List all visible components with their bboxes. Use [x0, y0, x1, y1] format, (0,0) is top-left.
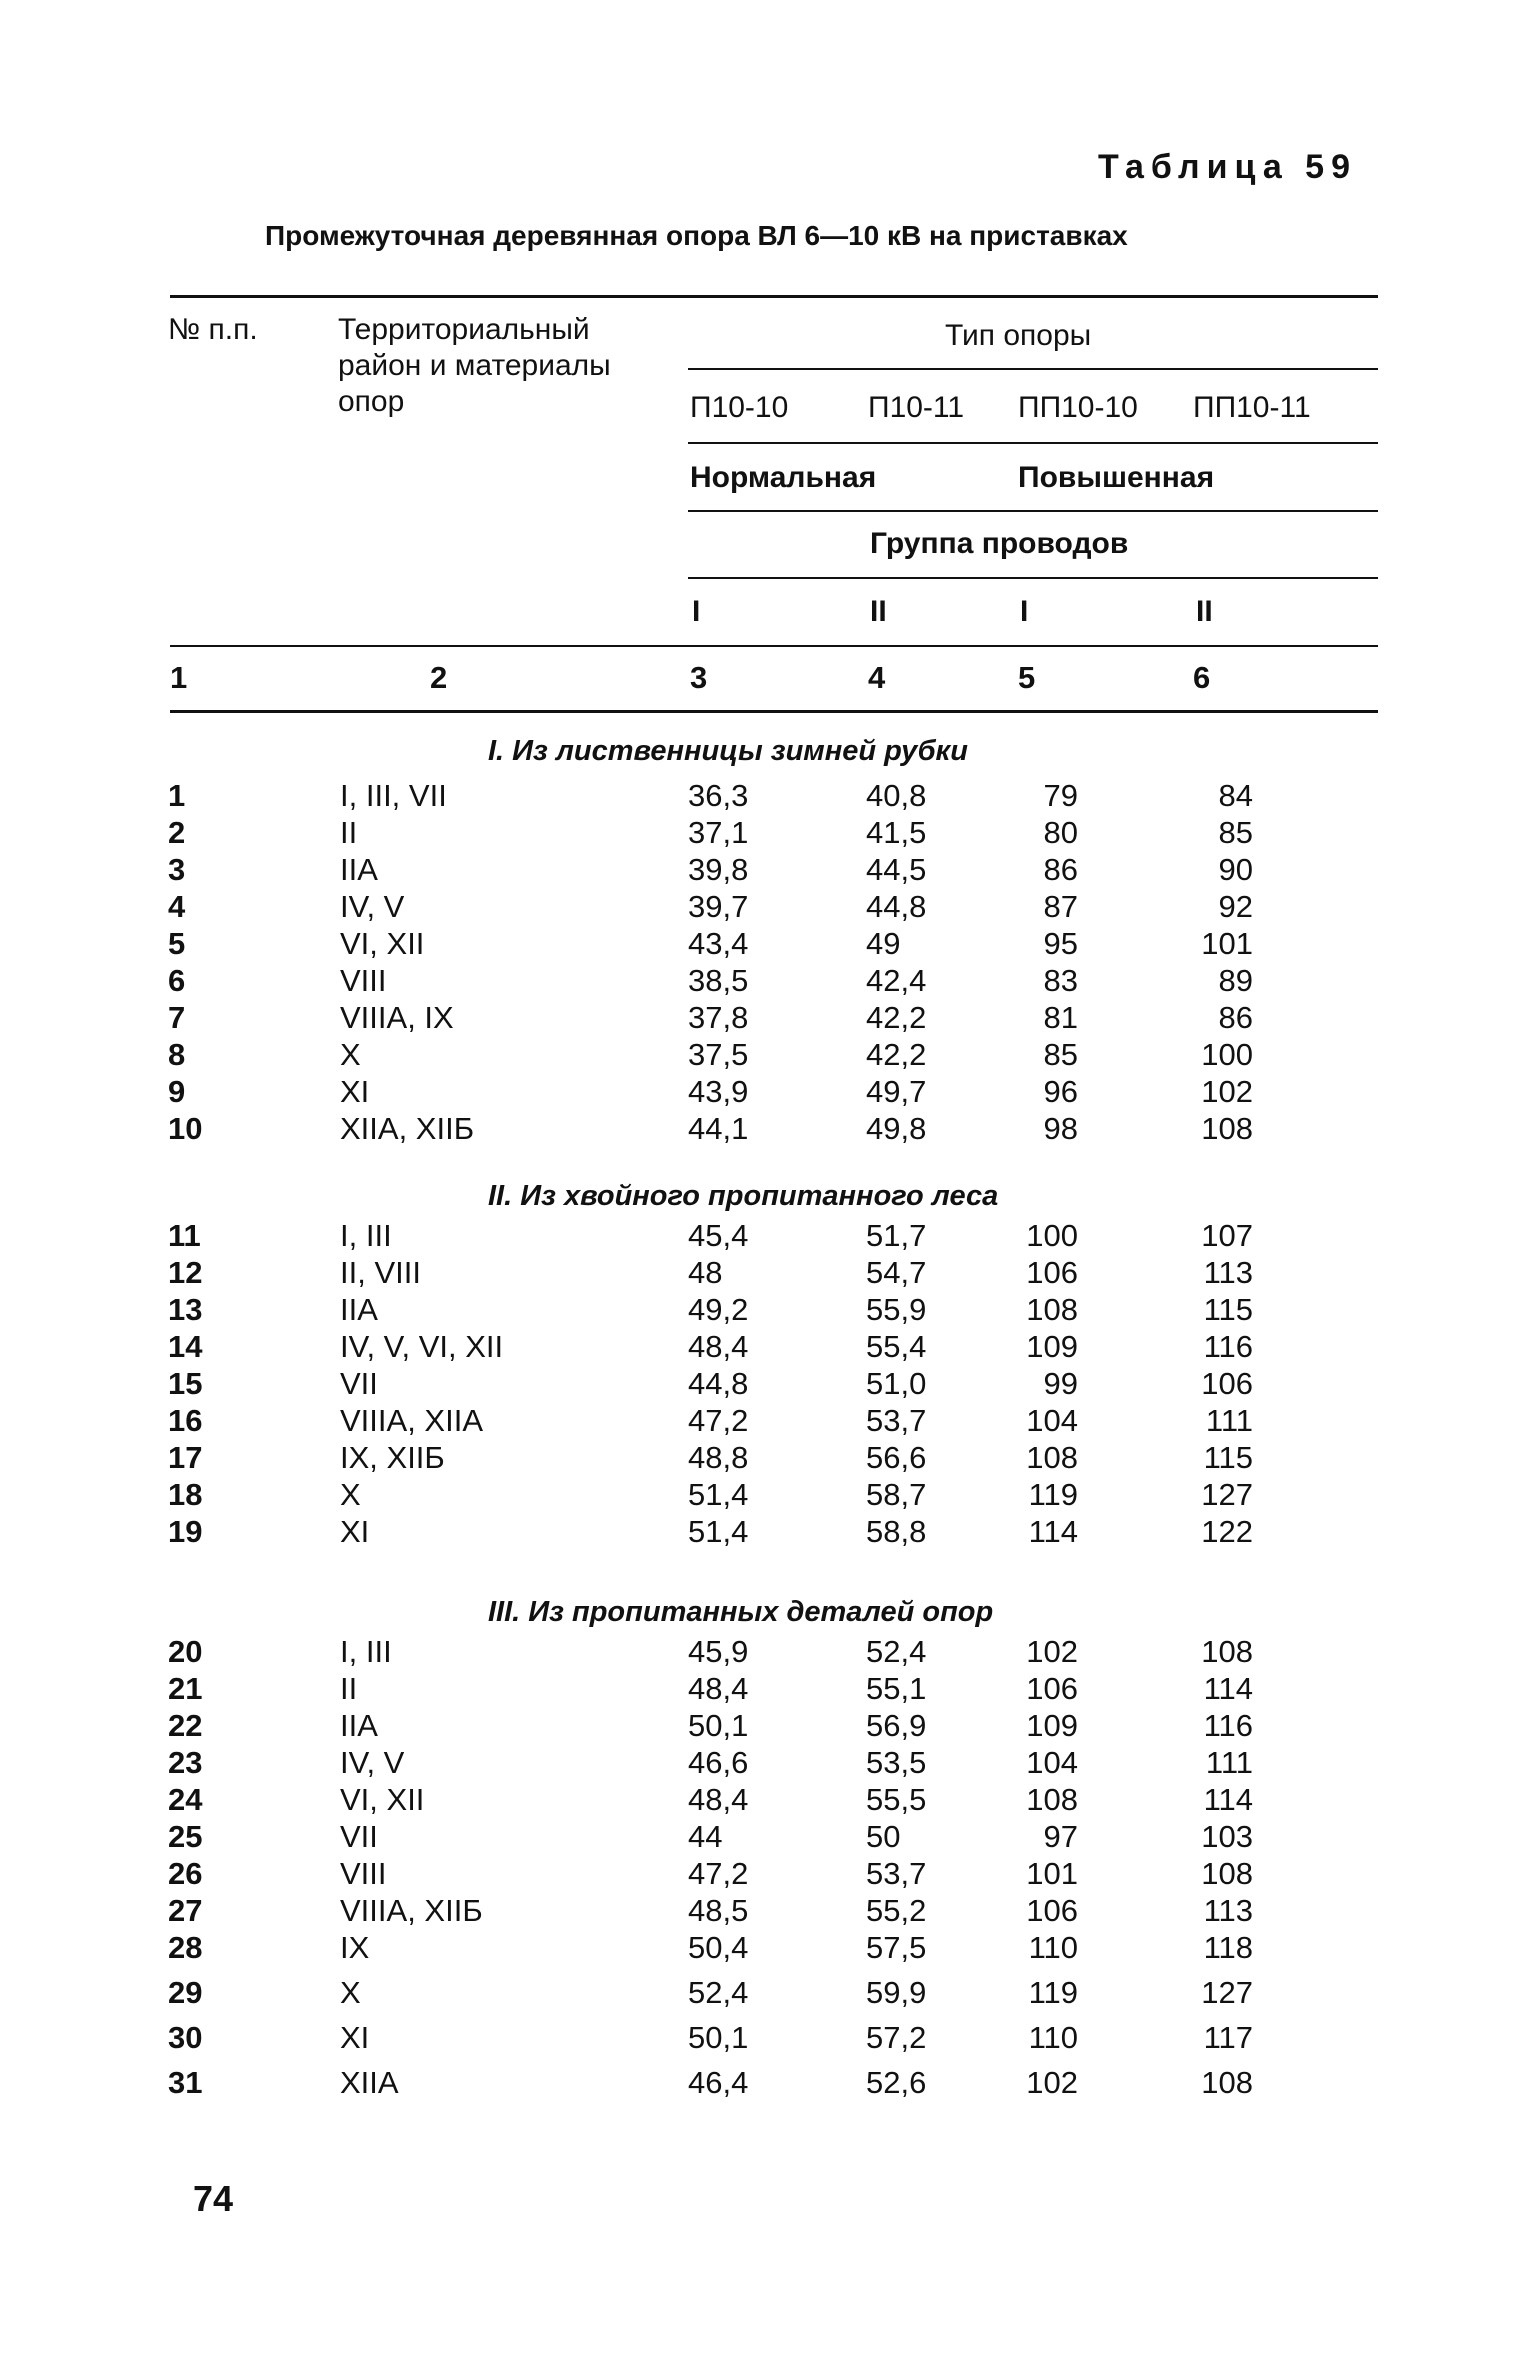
row-region: IIA [340, 852, 378, 887]
row-p10-11: 55,4 [866, 1329, 927, 1364]
row-p10-10: 48,4 [688, 1782, 749, 1817]
row-pp10-11: 100 [1201, 1037, 1253, 1072]
row-pp10-10: 85 [1043, 1037, 1078, 1072]
row-p10-10: 51,4 [688, 1514, 749, 1549]
row-pp10-11: 103 [1201, 1819, 1253, 1854]
row-pp10-10: 108 [1026, 1292, 1078, 1327]
header-group-2: II [870, 595, 887, 628]
row-number: 23 [168, 1745, 203, 1780]
row-number: 6 [168, 963, 186, 998]
row-number: 28 [168, 1930, 203, 1965]
row-region: XIIA [340, 2065, 399, 2100]
row-pp10-11: 116 [1203, 1329, 1253, 1364]
row-number: 12 [168, 1255, 203, 1290]
row-region: XI [340, 1514, 370, 1549]
row-pp10-11: 102 [1201, 1074, 1253, 1109]
row-number: 27 [168, 1893, 203, 1928]
row-pp10-11: 84 [1218, 778, 1253, 813]
row-region: XI [340, 2020, 370, 2055]
row-pp10-11: 92 [1218, 889, 1253, 924]
row-pp10-10: 119 [1028, 1975, 1078, 2010]
row-region: IX [340, 1930, 370, 1965]
header-raised: Повышенная [1018, 461, 1215, 494]
column-number-2: 2 [430, 660, 448, 695]
header-group-1: I [692, 595, 701, 628]
row-p10-11: 56,6 [866, 1440, 927, 1475]
row-pp10-10: 106 [1026, 1893, 1078, 1928]
row-region: VIII [340, 1856, 387, 1891]
row-pp10-10: 81 [1043, 1000, 1078, 1035]
row-number: 17 [168, 1440, 203, 1475]
row-pp10-10: 100 [1026, 1218, 1078, 1253]
row-p10-11: 56,9 [866, 1708, 927, 1743]
row-region: I, III [340, 1634, 392, 1669]
row-number: 1 [168, 778, 186, 813]
row-p10-11: 49,7 [866, 1074, 927, 1109]
row-p10-10: 46,6 [688, 1745, 749, 1780]
row-p10-11: 55,9 [866, 1292, 927, 1327]
row-number: 31 [168, 2065, 203, 2100]
row-region: VIIIA, XIIБ [340, 1893, 483, 1928]
row-pp10-10: 104 [1026, 1403, 1078, 1438]
row-region: II [340, 815, 358, 850]
numbers-rule [170, 710, 1378, 713]
row-region: X [340, 1477, 361, 1512]
row-pp10-10: 106 [1026, 1671, 1078, 1706]
types-rule [688, 442, 1378, 444]
row-p10-10: 44 [688, 1819, 723, 1854]
row-pp10-10: 87 [1043, 889, 1078, 924]
row-pp10-10: 99 [1043, 1366, 1078, 1401]
row-p10-10: 50,1 [688, 1708, 749, 1743]
row-p10-11: 52,4 [866, 1634, 927, 1669]
header-bottom-rule [170, 645, 1378, 647]
row-number: 9 [168, 1074, 186, 1109]
row-pp10-10: 106 [1026, 1255, 1078, 1290]
row-p10-10: 37,1 [688, 815, 749, 850]
row-pp10-11: 117 [1203, 2020, 1253, 2055]
row-pp10-11: 114 [1203, 1782, 1253, 1817]
row-region: IIA [340, 1708, 378, 1743]
row-p10-10: 45,9 [688, 1634, 749, 1669]
row-p10-10: 45,4 [688, 1218, 749, 1253]
row-pp10-10: 96 [1043, 1074, 1078, 1109]
row-pp10-11: 127 [1201, 1477, 1253, 1512]
row-pp10-11: 114 [1203, 1671, 1253, 1706]
row-pp10-11: 122 [1201, 1514, 1253, 1549]
row-number: 7 [168, 1000, 186, 1035]
row-pp10-11: 115 [1203, 1440, 1253, 1475]
row-pp10-10: 101 [1026, 1856, 1078, 1891]
row-number: 18 [168, 1477, 203, 1512]
row-number: 24 [168, 1782, 203, 1817]
row-number: 4 [168, 889, 186, 924]
row-pp10-11: 106 [1201, 1366, 1253, 1401]
row-region: IV, V [340, 889, 405, 924]
row-region: I, III, VII [340, 778, 447, 813]
row-p10-10: 48,5 [688, 1893, 749, 1928]
row-pp10-10: 108 [1026, 1782, 1078, 1817]
row-pp10-10: 110 [1028, 2020, 1078, 2055]
row-pp10-10: 80 [1043, 815, 1078, 850]
row-region: X [340, 1037, 361, 1072]
row-pp10-10: 98 [1043, 1111, 1078, 1146]
row-number: 19 [168, 1514, 203, 1549]
row-p10-11: 41,5 [866, 815, 927, 850]
row-pp10-10: 97 [1043, 1819, 1078, 1854]
column-number-3: 3 [690, 660, 708, 695]
row-pp10-11: 115 [1203, 1292, 1253, 1327]
row-region: VII [340, 1366, 378, 1401]
row-region: IV, V [340, 1745, 405, 1780]
row-number: 20 [168, 1634, 203, 1669]
row-p10-11: 55,2 [866, 1893, 927, 1928]
row-number: 29 [168, 1975, 203, 2010]
row-pp10-11: 85 [1218, 815, 1253, 850]
row-p10-10: 38,5 [688, 963, 749, 998]
row-p10-11: 40,8 [866, 778, 927, 813]
section-title: III. Из пропитанных деталей опор [488, 1596, 994, 1628]
row-p10-11: 57,5 [866, 1930, 927, 1965]
header-col-region: Территориальный район и материалы опор [338, 313, 611, 418]
header-type-4: ПП10-11 [1193, 391, 1311, 424]
column-number-6: 6 [1193, 660, 1211, 695]
header-type-1: П10-10 [690, 391, 789, 424]
row-pp10-10: 109 [1026, 1329, 1078, 1364]
column-number-1: 1 [170, 660, 188, 695]
row-p10-11: 53,7 [866, 1856, 927, 1891]
header-col-no: № п.п. [168, 313, 258, 346]
row-p10-10: 37,8 [688, 1000, 749, 1035]
row-p10-11: 57,2 [866, 2020, 927, 2055]
row-pp10-10: 95 [1043, 926, 1078, 961]
header-type-2: П10-11 [868, 391, 965, 424]
header-wire-group: Группа проводов [870, 527, 1129, 560]
row-p10-10: 49,2 [688, 1292, 749, 1327]
row-pp10-10: 110 [1028, 1930, 1078, 1965]
row-p10-11: 50 [866, 1819, 901, 1854]
row-p10-11: 53,5 [866, 1745, 927, 1780]
row-region: X [340, 1975, 361, 2010]
row-number: 14 [168, 1329, 203, 1364]
row-p10-11: 55,1 [866, 1671, 927, 1706]
row-number: 25 [168, 1819, 203, 1854]
row-pp10-11: 127 [1201, 1975, 1253, 2010]
row-region: IX, XIIБ [340, 1440, 445, 1475]
row-p10-10: 46,4 [688, 2065, 749, 2100]
row-p10-11: 55,5 [866, 1782, 927, 1817]
row-p10-10: 43,4 [688, 926, 749, 961]
header-group-3: I [1020, 595, 1029, 628]
row-p10-10: 48,4 [688, 1671, 749, 1706]
row-number: 13 [168, 1292, 203, 1327]
row-p10-10: 52,4 [688, 1975, 749, 2010]
column-number-5: 5 [1018, 660, 1036, 695]
table-label: Таблица 59 [1098, 148, 1357, 186]
row-p10-10: 50,4 [688, 1930, 749, 1965]
row-number: 11 [168, 1218, 201, 1253]
row-number: 10 [168, 1111, 203, 1146]
row-p10-10: 39,8 [688, 852, 749, 887]
row-number: 8 [168, 1037, 186, 1072]
row-p10-10: 50,1 [688, 2020, 749, 2055]
row-pp10-11: 118 [1203, 1930, 1253, 1965]
row-pp10-10: 108 [1026, 1440, 1078, 1475]
row-p10-10: 36,3 [688, 778, 749, 813]
row-region: VI, XII [340, 1782, 425, 1817]
row-pp10-10: 86 [1043, 852, 1078, 887]
row-pp10-10: 79 [1043, 778, 1078, 813]
row-p10-11: 59,9 [866, 1975, 927, 2010]
row-pp10-11: 113 [1203, 1255, 1253, 1290]
row-pp10-11: 90 [1218, 852, 1253, 887]
row-pp10-10: 83 [1043, 963, 1078, 998]
row-number: 5 [168, 926, 186, 961]
category-rule [688, 510, 1378, 512]
row-p10-10: 44,8 [688, 1366, 749, 1401]
header-normal: Нормальная [690, 461, 877, 494]
row-pp10-11: 101 [1201, 926, 1253, 961]
section-title: II. Из хвойного пропитанного леса [488, 1180, 999, 1212]
row-region: VI, XII [340, 926, 425, 961]
row-p10-11: 44,5 [866, 852, 927, 887]
row-p10-10: 37,5 [688, 1037, 749, 1072]
row-pp10-11: 108 [1201, 2065, 1253, 2100]
row-pp10-11: 111 [1205, 1745, 1253, 1780]
row-p10-11: 49,8 [866, 1111, 927, 1146]
row-region: II [340, 1671, 358, 1706]
row-pp10-11: 113 [1203, 1893, 1253, 1928]
row-number: 16 [168, 1403, 203, 1438]
row-p10-11: 49 [866, 926, 901, 961]
row-region: XI [340, 1074, 370, 1109]
row-p10-11: 53,7 [866, 1403, 927, 1438]
row-p10-10: 51,4 [688, 1477, 749, 1512]
row-pp10-11: 108 [1201, 1856, 1253, 1891]
row-p10-10: 39,7 [688, 889, 749, 924]
row-region: I, III [340, 1218, 392, 1253]
row-p10-11: 42,4 [866, 963, 927, 998]
row-p10-10: 44,1 [688, 1111, 749, 1146]
row-region: VIIIA, IX [340, 1000, 454, 1035]
row-pp10-11: 116 [1203, 1708, 1253, 1743]
row-p10-10: 48 [688, 1255, 723, 1290]
wire-group-rule [688, 577, 1378, 579]
row-p10-11: 51,0 [866, 1366, 927, 1401]
row-pp10-10: 102 [1026, 2065, 1078, 2100]
row-p10-10: 48,8 [688, 1440, 749, 1475]
row-number: 30 [168, 2020, 203, 2055]
row-p10-10: 47,2 [688, 1856, 749, 1891]
row-p10-11: 42,2 [866, 1037, 927, 1072]
row-number: 3 [168, 852, 186, 887]
row-p10-11: 44,8 [866, 889, 927, 924]
row-pp10-11: 86 [1218, 1000, 1253, 1035]
header-group-4: II [1196, 595, 1213, 628]
row-number: 15 [168, 1366, 203, 1401]
row-pp10-11: 108 [1201, 1634, 1253, 1669]
row-pp10-10: 119 [1028, 1477, 1078, 1512]
row-number: 2 [168, 815, 186, 850]
row-pp10-10: 109 [1026, 1708, 1078, 1743]
header-type-3: ПП10-10 [1018, 391, 1138, 424]
row-p10-11: 51,7 [866, 1218, 927, 1253]
row-number: 21 [168, 1671, 203, 1706]
row-pp10-10: 104 [1026, 1745, 1078, 1780]
row-number: 22 [168, 1708, 203, 1743]
row-p10-11: 52,6 [866, 2065, 927, 2100]
row-region: VIIIA, XIIA [340, 1403, 483, 1438]
row-region: IV, V, VI, XII [340, 1329, 504, 1364]
row-p10-10: 47,2 [688, 1403, 749, 1438]
row-pp10-11: 111 [1205, 1403, 1253, 1438]
section-title: I. Из лиственницы зимней рубки [488, 735, 968, 767]
row-pp10-10: 102 [1026, 1634, 1078, 1669]
row-pp10-11: 108 [1201, 1111, 1253, 1146]
type-rule [688, 368, 1378, 370]
top-rule [170, 295, 1378, 298]
row-p10-11: 58,7 [866, 1477, 927, 1512]
header-type-group: Тип опоры [945, 319, 1092, 352]
row-p10-11: 54,7 [866, 1255, 927, 1290]
row-p10-11: 58,8 [866, 1514, 927, 1549]
row-region: VII [340, 1819, 378, 1854]
row-p10-10: 43,9 [688, 1074, 749, 1109]
column-number-4: 4 [868, 660, 886, 695]
row-pp10-10: 114 [1028, 1514, 1078, 1549]
table-title: Промежуточная деревянная опора ВЛ 6—10 кВ на приставках [265, 220, 1128, 251]
row-region: XIIA, XIIБ [340, 1111, 475, 1146]
row-region: II, VIII [340, 1255, 421, 1290]
row-region: IIA [340, 1292, 378, 1327]
row-region: VIII [340, 963, 387, 998]
row-p10-10: 48,4 [688, 1329, 749, 1364]
row-pp10-11: 89 [1218, 963, 1253, 998]
row-pp10-11: 107 [1201, 1218, 1253, 1253]
page-number: 74 [193, 2178, 234, 2219]
row-p10-11: 42,2 [866, 1000, 927, 1035]
row-number: 26 [168, 1856, 203, 1891]
